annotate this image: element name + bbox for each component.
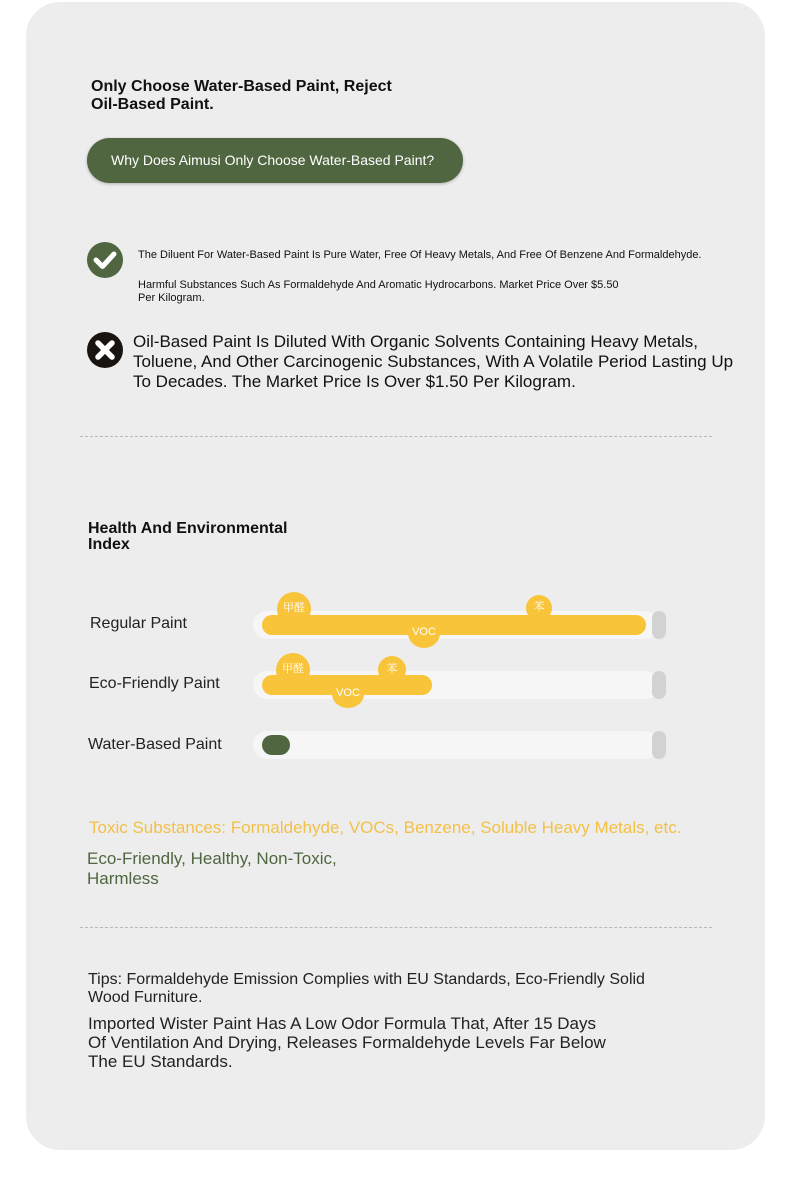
oil-based-description: Oil-Based Paint Is Diluted With Organic Solvents Containing Heavy Metals, Toluene, And Other Carcinogenic Substances, With A Volatile Period Lasting Up To Decades. The Market Price Is Over $1.50 Per Kilogram. (133, 332, 734, 391)
voc-bubble: VOC (408, 618, 440, 648)
divider (80, 436, 712, 437)
harmful-substances-text: Harmful Substances Such As Formaldehyde And Aromatic Hydrocarbons. Market Price Over $5.50 Per Kilogram. (138, 279, 619, 304)
health-index-heading: Health And Environmental Index (88, 520, 288, 553)
formaldehyde-bubble: 甲醛 (277, 592, 311, 626)
benzene-bubble: 苯 (526, 595, 552, 621)
eco-friendly-legend: Eco-Friendly, Healthy, Non-Toxic, Harmless (87, 849, 337, 888)
level-bar-water-based-paint (262, 735, 290, 755)
track-end-cap (652, 731, 666, 759)
why-water-based-button[interactable]: Why Does Aimusi Only Choose Water-Based Paint? (87, 138, 463, 183)
cross-icon (87, 332, 123, 368)
imported-paint-text: Imported Wister Paint Has A Low Odor Formula That, After 15 Days Of Ventilation And Drying, Releases Formaldehyde Levels Far Below The EU Standards. (88, 1014, 606, 1071)
divider (80, 927, 712, 928)
row-label-regular-paint: Regular Paint (90, 615, 187, 632)
check-icon (87, 242, 123, 278)
track-water-based-paint (253, 731, 660, 759)
water-based-diluent-text: The Diluent For Water-Based Paint Is Pure Water, Free Of Heavy Metals, And Free Of Benzene And Formaldehyde. (138, 249, 702, 261)
tips-text: Tips: Formaldehyde Emission Complies with EU Standards, Eco-Friendly Solid Wood Furniture. (88, 971, 645, 1006)
toxic-substances-legend: Toxic Substances: Formaldehyde, VOCs, Benzene, Soluble Heavy Metals, etc. (89, 818, 682, 837)
row-label-water-based-paint: Water-Based Paint (88, 736, 222, 753)
level-bar-regular-paint (262, 615, 646, 635)
voc-bubble: VOC (332, 680, 364, 708)
track-end-cap (652, 671, 666, 699)
formaldehyde-bubble: 甲醛 (276, 653, 310, 687)
benzene-bubble: 苯 (378, 656, 406, 684)
row-label-eco-friendly-paint: Eco-Friendly Paint (89, 675, 220, 692)
page-title: Only Choose Water-Based Paint, Reject Oil-Based Paint. (91, 78, 392, 113)
track-end-cap (652, 611, 666, 639)
